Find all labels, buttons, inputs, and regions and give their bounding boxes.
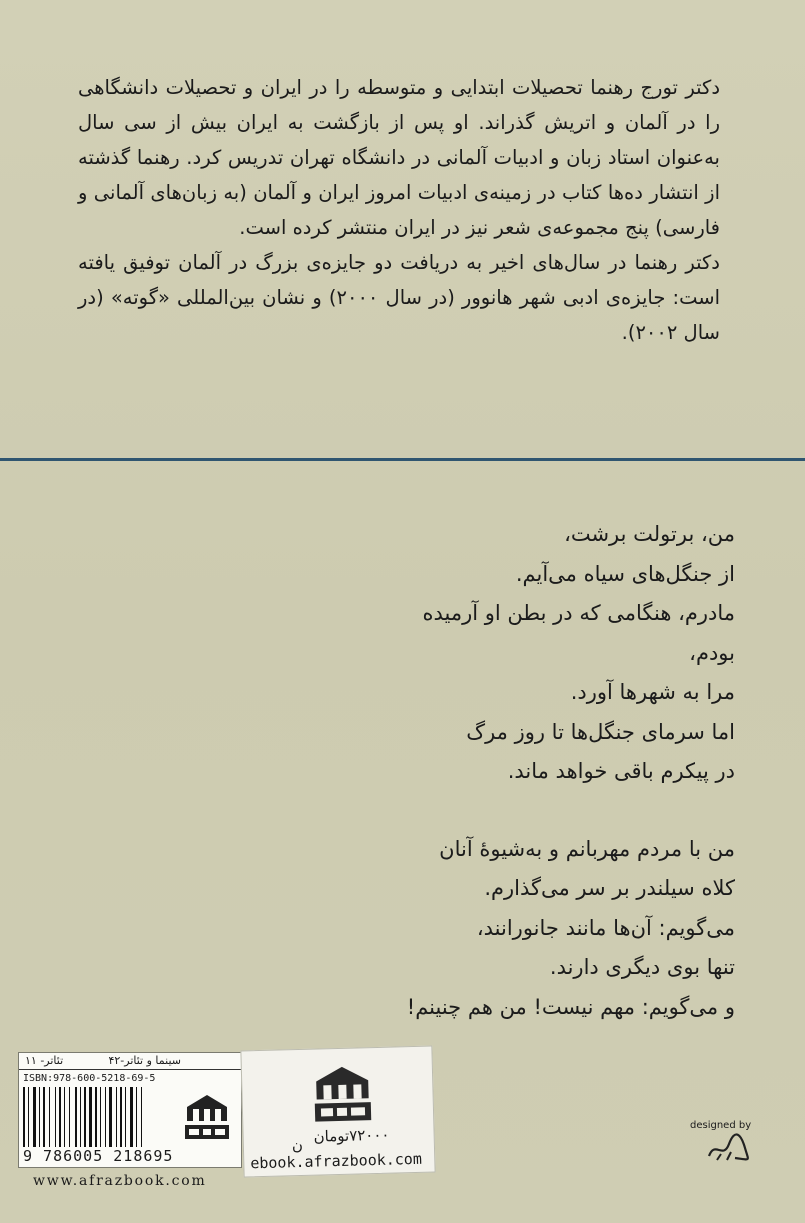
barcode-bar xyxy=(141,1087,142,1147)
barcode-bar xyxy=(55,1087,56,1147)
author-bio xyxy=(78,70,720,350)
poem-line: من با مردم مهربانم و به‌شیوهٔ آنان xyxy=(439,836,735,861)
barcode-bar xyxy=(95,1087,97,1147)
poem-line: اما سرمای جنگل‌ها تا روز مرگ xyxy=(466,719,735,744)
poem-line: می‌گویم: آن‌ها مانند جانورانند، xyxy=(476,915,735,940)
barcode-bar xyxy=(120,1087,122,1147)
barcode-bar xyxy=(33,1087,36,1147)
barcode-icon xyxy=(23,1087,173,1147)
barcode-bar xyxy=(80,1087,81,1147)
barcode-bar xyxy=(49,1087,50,1147)
poem-stanza-1 xyxy=(215,515,735,792)
poem xyxy=(215,515,735,1027)
poem-line: در پیکرم باقی خواهد ماند. xyxy=(507,759,735,783)
poem-line: مرا به شهرها آورد. xyxy=(570,680,735,704)
price-sticker xyxy=(240,1046,435,1178)
barcode-bar xyxy=(130,1087,133,1147)
poem-stanza-2 xyxy=(215,830,735,1028)
price-label: ۷۲۰۰۰تومان xyxy=(313,1125,390,1146)
isbn-text: ISBN:978-600-5218-69-5 xyxy=(23,1073,156,1084)
ebook-url: ebook.afrazbook.com xyxy=(250,1149,423,1173)
barcode-bar xyxy=(39,1087,40,1147)
barcode-bar xyxy=(100,1087,101,1147)
barcode-bar xyxy=(69,1087,70,1147)
bio-paragraph-2: دکتر رهنما در سال‌های اخیر به دریافت دو جایزه‌ی بزرگ در آلمان توفیق یافته است: جایزه‌ی ادبی شهر هانوور (در سال ۲۰۰۰) و نشان بین‌المللی «گوته» (در سال ۲۰۰۲). xyxy=(78,251,720,344)
publisher-website: www.afrazbook.com xyxy=(33,1173,207,1189)
series-cinema-theatre: سینما و تئاتر-۴۲ xyxy=(108,1054,181,1067)
bio-paragraph-1: دکتر تورج رهنما تحصیلات ابتدایی و متوسطه را در ایران و تحصیلات دانشگاهی را در آلمان و اتریش گذراند. او پس از بازگشت به ایران بیش از سی سال به‌عنوان استاد زبان و ادبیات آلمانی در دانشگاه تهران تدریس کرد. رهنما گذشته از انتشار ده‌ها کتاب در زمینه‌ی ادبیات امروز ایران و آلمان (به زبان‌های آلمانی و فارسی) پنج مجموعه‌ی شعر نیز در ایران منتشر کرده است. xyxy=(78,76,720,239)
barcode-digits: 9 786005 218695 xyxy=(23,1147,174,1165)
designed-by-label: designed by xyxy=(690,1120,752,1131)
poem-line: از جنگل‌های سیاه می‌آیم. xyxy=(515,561,735,586)
barcode-label xyxy=(18,1052,242,1168)
poem-line: کلاه سیلندر بر سر می‌گذارم. xyxy=(484,876,735,900)
barcode-bar xyxy=(89,1087,92,1147)
poem-line: مادرم، هنگامی که در بطن او آرمیده xyxy=(422,601,735,625)
barcode-bar xyxy=(28,1087,29,1147)
barcode-bar xyxy=(75,1087,77,1147)
poem-line: تنها بوی دیگری دارند. xyxy=(549,955,735,979)
barcode-bar xyxy=(116,1087,117,1147)
afraz-logo-icon xyxy=(179,1091,235,1151)
barcode-bar xyxy=(59,1087,61,1147)
barcode-bar xyxy=(105,1087,106,1147)
barcode-bar xyxy=(125,1087,126,1147)
sticker-mark: ن xyxy=(291,1135,304,1155)
designer-signature-icon xyxy=(705,1130,755,1164)
poem-line: و می‌گویم: مهم نیست! من هم چنینم! xyxy=(406,994,735,1019)
poem-line: من، برتولت برشت، xyxy=(564,522,735,546)
barcode-bar xyxy=(84,1087,86,1147)
barcode-bar xyxy=(43,1087,45,1147)
series-header xyxy=(19,1053,241,1070)
series-theatre: تئاتر- ۱۱ xyxy=(25,1054,64,1067)
barcode-bar xyxy=(136,1087,137,1147)
barcode-bar xyxy=(109,1087,112,1147)
poem-line: بودم، xyxy=(689,640,735,665)
barcode-bar xyxy=(23,1087,25,1147)
section-divider xyxy=(0,458,805,461)
barcode-bar xyxy=(64,1087,65,1147)
